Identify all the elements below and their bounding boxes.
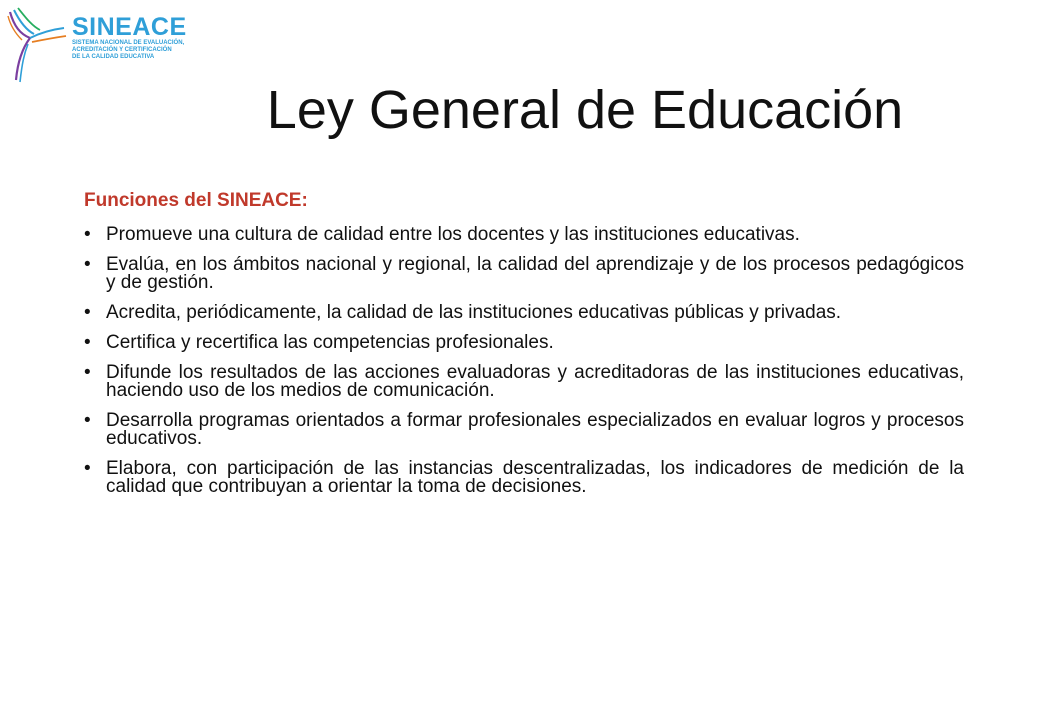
bullet-icon: • <box>84 224 91 245</box>
bullet-icon: • <box>84 332 91 353</box>
sineace-bird-icon <box>4 6 74 86</box>
slide-title: Ley General de Educación <box>266 80 904 140</box>
section-heading: Funciones del SINEACE: <box>84 190 308 211</box>
list-item-text: Promueve una cultura de calidad entre los docentes y las instituciones educativas. <box>106 224 800 245</box>
logo-name: SINEACE <box>72 13 187 41</box>
list-item <box>84 460 964 496</box>
sineace-logo <box>4 6 204 86</box>
logo-subtitle-line-1: SISTEMA NACIONAL DE EVALUACIÓN, <box>72 40 185 46</box>
list-item <box>84 412 964 448</box>
logo-subtitle-line-3: DE LA CALIDAD EDUCATIVA <box>72 54 155 60</box>
list-item-text: Difunde los resultados de las acciones evaluadoras y acreditadoras de las instituciones educativas, haciendo uso de los medios de comunicación. <box>106 362 964 401</box>
list-item-text: Evalúa, en los ámbitos nacional y regional, la calidad del aprendizaje y de los procesos pedagógicos y de gestión. <box>106 254 964 293</box>
bullet-icon: • <box>84 302 91 323</box>
list-item-text: Acredita, periódicamente, la calidad de las instituciones educativas públicas y privadas. <box>106 302 842 323</box>
list-item <box>84 334 964 352</box>
bullet-icon: • <box>84 458 91 479</box>
bullet-icon: • <box>84 254 91 275</box>
slide-content <box>84 190 964 508</box>
list-item <box>84 256 964 292</box>
list-item <box>84 364 964 400</box>
list-item <box>84 304 964 322</box>
logo-subtitle-line-2: ACREDITACIÓN Y CERTIFICACIÓN <box>72 47 172 53</box>
bullet-icon: • <box>84 362 91 383</box>
list-item-text: Elabora, con participación de las instancias descentralizadas, los indicadores de medición de la calidad que contribuyan a orientar la toma de decisiones. <box>106 458 964 497</box>
list-item <box>84 226 964 244</box>
bullet-icon: • <box>84 410 91 431</box>
functions-list <box>84 226 964 496</box>
list-item-text: Desarrolla programas orientados a formar profesionales especializados en evaluar logros y procesos educativos. <box>106 410 964 449</box>
list-item-text: Certifica y recertifica las competencias profesionales. <box>106 332 554 353</box>
